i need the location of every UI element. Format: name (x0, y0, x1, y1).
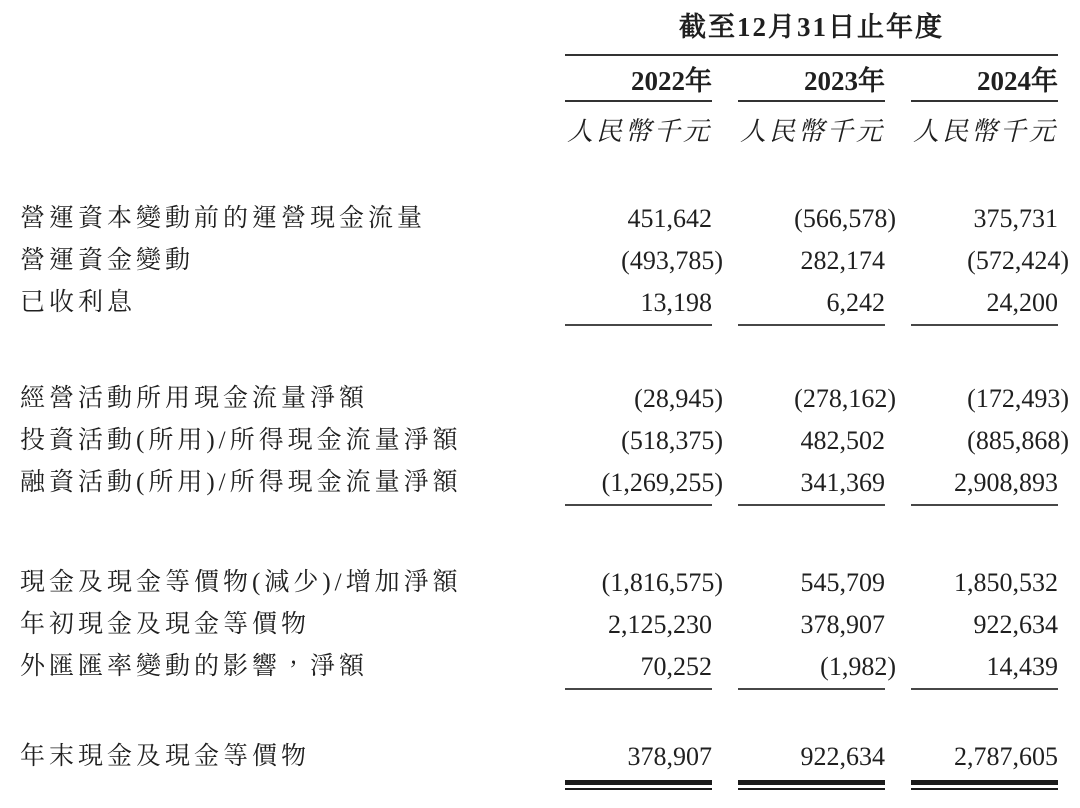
table-row (20, 282, 1080, 324)
row-label: 年末現金及現金等價物 (20, 743, 311, 770)
table-row (20, 198, 1080, 240)
cell-value: (518,375) (621, 426, 723, 455)
table-row-total (20, 736, 1080, 778)
cell-value: 378,907 (800, 610, 885, 639)
divider-line (911, 504, 1058, 506)
unit-row (20, 102, 1080, 148)
cell-value: (28,945) (634, 384, 723, 413)
divider-line (565, 324, 712, 326)
year-header-2023: 2023年 (738, 56, 885, 102)
cell-value: (885,868) (967, 426, 1069, 455)
unit-label-2024: 人民幣千元 (912, 117, 1058, 146)
cell-value: (572,424) (967, 246, 1069, 275)
year-header-row (20, 56, 1080, 102)
cell-value: 922,634 (973, 610, 1058, 639)
cell-value: (1,269,255) (601, 468, 723, 497)
divider-line (911, 688, 1058, 690)
row-label: 年初現金及現金等價物 (20, 611, 311, 638)
cell-value: 341,369 (800, 468, 885, 497)
table-row (20, 562, 1080, 604)
unit-label-2022: 人民幣千元 (566, 117, 712, 146)
table-row (20, 240, 1080, 282)
cell-value: 6,242 (826, 288, 885, 317)
table-row (20, 462, 1080, 504)
year-header-2022: 2022年 (565, 56, 712, 102)
divider-line (738, 324, 885, 326)
cell-value: 1,850,532 (954, 568, 1058, 597)
divider-line (738, 688, 885, 690)
table-row (20, 378, 1080, 420)
period-title: 截至12月31日止年度 (565, 10, 1058, 56)
cell-value: 70,252 (640, 652, 712, 681)
row-label: 外匯匯率變動的影響，淨額 (20, 653, 369, 680)
cell-value: (493,785) (621, 246, 723, 275)
row-label: 投資活動(所用)/所得現金流量淨額 (20, 427, 462, 454)
row-label: 營運資本變動前的運營現金流量 (20, 205, 427, 232)
cell-value: (1,982) (820, 652, 896, 681)
divider-line (565, 504, 712, 506)
row-label: 經營活動所用現金流量淨額 (20, 385, 369, 412)
cell-value: (1,816,575) (601, 568, 723, 597)
table-row (20, 604, 1080, 646)
cell-value: (566,578) (794, 204, 896, 233)
double-rule (738, 778, 885, 790)
cell-value: 545,709 (800, 568, 885, 597)
cell-value: 2,908,893 (954, 468, 1058, 497)
row-label: 現金及現金等價物(減少)/增加淨額 (20, 569, 462, 596)
spacer (20, 690, 1080, 736)
row-label: 已收利息 (20, 289, 137, 316)
spacer (20, 506, 1080, 562)
spacer (20, 148, 1080, 198)
divider-line (738, 504, 885, 506)
unit-label-2023: 人民幣千元 (739, 117, 885, 146)
cell-value: 14,439 (986, 652, 1058, 681)
cell-value: 2,787,605 (954, 742, 1058, 771)
cell-value: 482,502 (800, 426, 885, 455)
cell-value: 378,907 (627, 742, 712, 771)
table-row (20, 420, 1080, 462)
cell-value: (172,493) (967, 384, 1069, 413)
divider-line (565, 688, 712, 690)
double-rule (911, 778, 1058, 790)
cell-value: (278,162) (794, 384, 896, 413)
cell-value: 282,174 (800, 246, 885, 275)
total-divider (20, 778, 1080, 790)
spacer (20, 326, 1080, 378)
period-header-row (20, 10, 1080, 56)
double-rule (565, 778, 712, 790)
table-row (20, 646, 1080, 688)
cell-value: 922,634 (800, 742, 885, 771)
cell-value: 13,198 (640, 288, 712, 317)
cell-value: 2,125,230 (608, 610, 712, 639)
cell-value: 375,731 (973, 204, 1058, 233)
cell-value: 24,200 (986, 288, 1058, 317)
cell-value: 451,642 (627, 204, 712, 233)
divider-line (911, 324, 1058, 326)
row-label: 融資活動(所用)/所得現金流量淨額 (20, 469, 462, 496)
year-header-2024: 2024年 (911, 56, 1058, 102)
row-label: 營運資金變動 (20, 247, 195, 274)
